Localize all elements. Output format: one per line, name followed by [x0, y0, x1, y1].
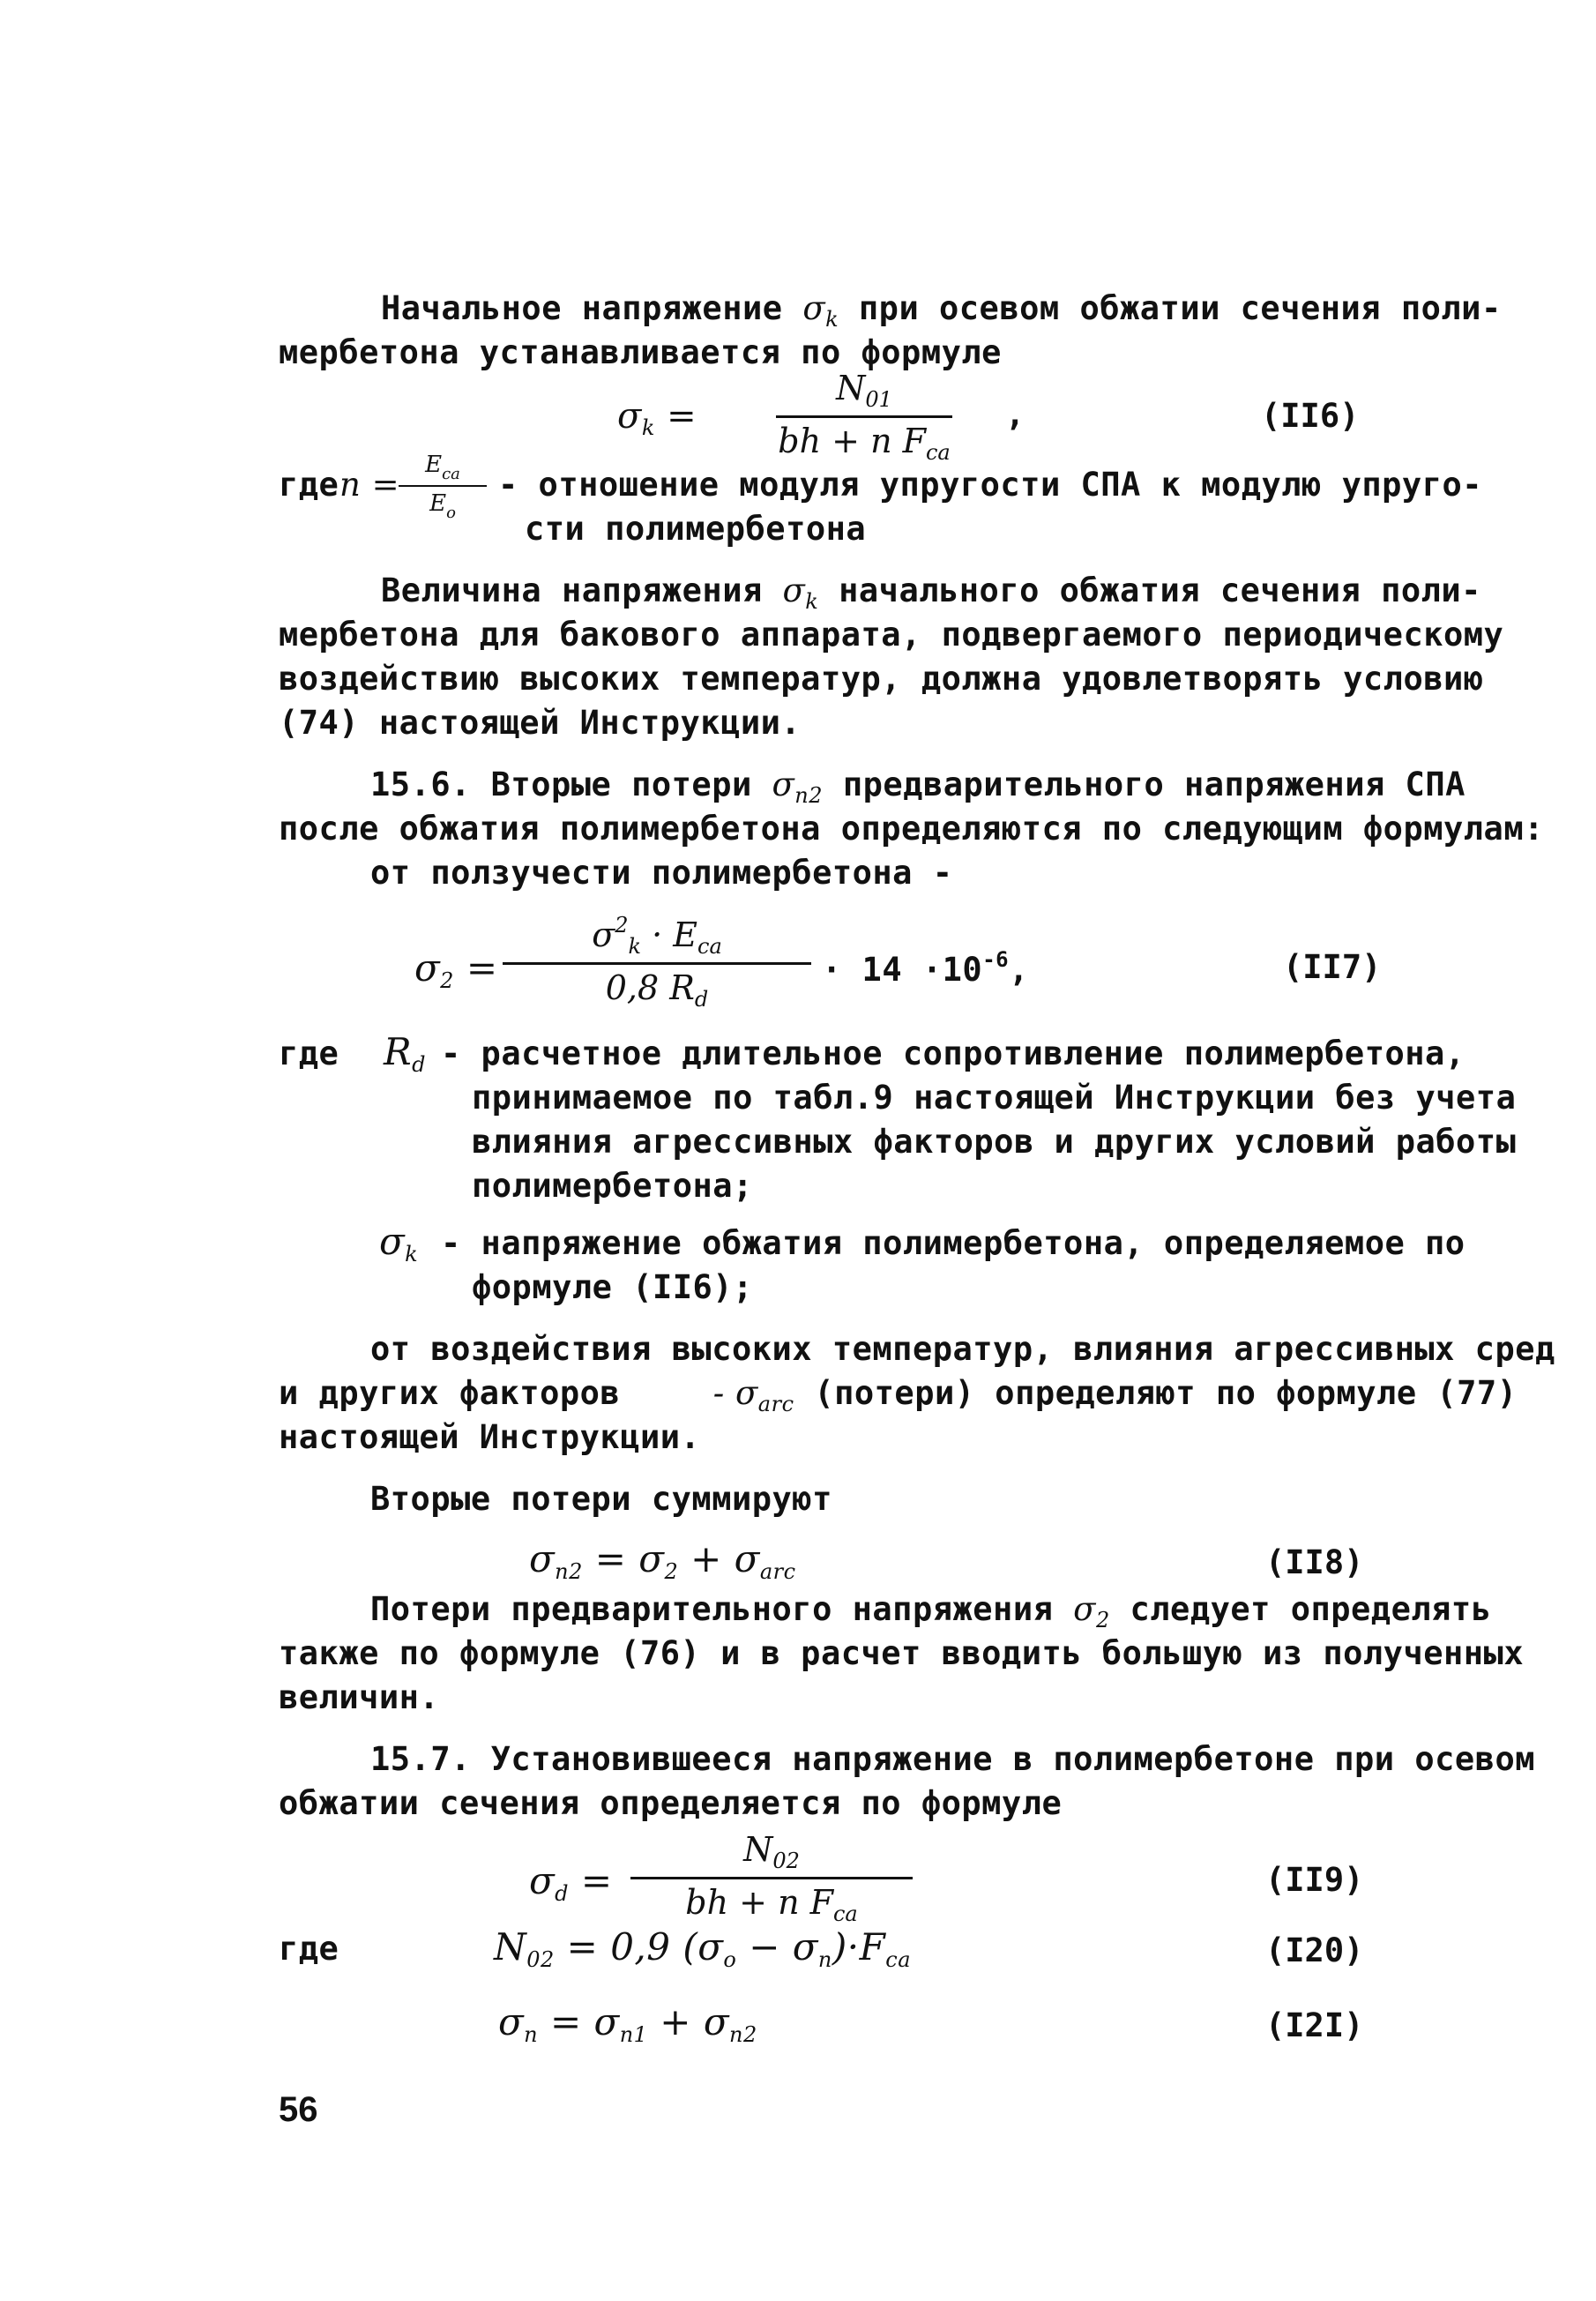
- text-line: - расчетное длительное сопротивление полимербетона,: [441, 1035, 1465, 1072]
- text-line: обжатии сечения определяется по формуле: [279, 1784, 1063, 1822]
- sigma-symbol: $\sigma_k$: [379, 1220, 419, 1266]
- equation-number: (II8): [1265, 1543, 1364, 1581]
- text-line: мербетона для бакового аппарата, подвергаемого периодическому: [279, 616, 1504, 654]
- equation-fraction: $\sigma^2_k \cdot E_{ca}$ 0,8 $R_d$: [503, 913, 811, 1012]
- text-line: после обжатия полимербетона определяются по следующим формулам:: [279, 810, 1544, 848]
- equation-118: $\sigma_{n2} = \sigma_2 + \sigma_{arc}$: [529, 1537, 796, 1584]
- text-line: и других факторов - $\sigma_{arc}$ (потери) определяют по формуле (77): [279, 1374, 1518, 1416]
- text-line: - напряжение обжатия полимербетона, определяемое по: [441, 1224, 1465, 1262]
- text-line: от воздействия высоких температур, влияния агрессивных сред: [370, 1330, 1555, 1368]
- text-fragment: Начальное напряжение: [381, 289, 783, 327]
- text-line: (74) настоящей Инструкции.: [279, 704, 802, 742]
- text-line: настоящей Инструкции.: [279, 1418, 701, 1456]
- equation-comma: ,: [1005, 395, 1025, 433]
- text-line: принимаемое по табл.9 настоящей Инструкции без учета: [472, 1079, 1517, 1117]
- text-line: мербетона устанавливается по формуле: [279, 333, 1002, 371]
- text-line: Вторые потери суммируют: [370, 1480, 832, 1518]
- text-line: полимербетона;: [472, 1167, 753, 1205]
- text-line: 15.6. Вторые потери $\sigma_{n2}$ предварительного напряжения СПА: [370, 766, 1465, 808]
- text-line: формуле (II6);: [472, 1268, 753, 1306]
- equation-number: (II6): [1261, 397, 1360, 435]
- text-line: Величина напряжения $\sigma_k$ начального обжатия сечения поли-: [381, 572, 1481, 614]
- equation-number: (II7): [1283, 948, 1382, 986]
- sigma-symbol: $\sigma_k$: [802, 289, 839, 332]
- equation-lhs: $\sigma_d$ =: [529, 1859, 613, 1906]
- equation-120: $N_{02} = 0,9$ $(\sigma_o - \sigma_n)\cdot F_{ca}$: [494, 1925, 912, 1972]
- equation-number: (I2I): [1265, 2006, 1364, 2044]
- equation-number: (II9): [1265, 1861, 1364, 1899]
- equation-lhs: $\sigma_2$ =: [414, 946, 498, 993]
- text-line: Потери предварительного напряжения $\sigma_2$ следует определять: [370, 1590, 1492, 1632]
- page-number: 56: [279, 2090, 318, 2129]
- text-line: [381, 291, 1502, 331]
- r-symbol: $R_d$: [384, 1030, 426, 1077]
- text-line: величин.: [279, 1678, 440, 1716]
- equation-tail: · $14 \cdot 10^{-6}$,: [822, 947, 1029, 989]
- text-line: 15.7. Установившееся напряжение в полимербетоне при осевом: [370, 1740, 1536, 1778]
- equation-fraction: $N_{01}$ bh + n $F_{ca}$: [776, 369, 952, 465]
- text-line: влияния агрессивных факторов и других условий работы: [472, 1123, 1517, 1161]
- where-label: где: [279, 1035, 339, 1072]
- text-fragment: при осевом обжатии сечения поли-: [858, 289, 1502, 327]
- text-line: сти полимербетона: [525, 510, 867, 548]
- text-line: - отношение модуля упругости СПА к модулю упруго-: [498, 466, 1483, 504]
- where-label: где: [279, 466, 339, 504]
- text-line: от ползучести полимербетона -: [370, 854, 953, 892]
- n-symbol: n =: [339, 466, 400, 504]
- text-line: также по формуле (76) и в расчет вводить большую из полученных: [279, 1634, 1525, 1672]
- equation-lhs: $\sigma_k$ =: [617, 396, 697, 440]
- ratio-fraction: $E_{ca}$ $E_o$: [399, 452, 487, 522]
- where-label: где: [279, 1930, 339, 1968]
- text-line: воздействию высоких температур, должна удовлетворять условию: [279, 660, 1484, 698]
- equation-fraction: $N_{02}$ bh + n $F_{ca}$: [630, 1830, 913, 1926]
- equation-121: $\sigma_n = \sigma_{n1} + \sigma_{n2}$: [498, 2000, 757, 2047]
- equation-number: (I20): [1265, 1931, 1364, 1969]
